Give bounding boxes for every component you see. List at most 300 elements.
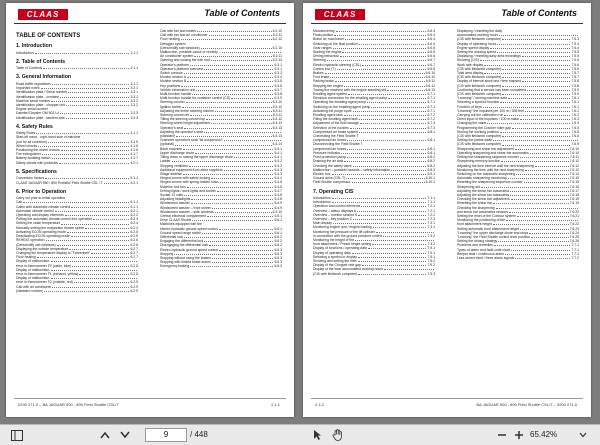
- toc-entry-text: Electro-hydraulic ground speed control: [160, 247, 219, 252]
- toc-dot-leader: [502, 92, 570, 95]
- toc-page-number: 6.4.1: [274, 146, 282, 151]
- toc-page-number: 6.3.4: [274, 75, 282, 80]
- toc-entry-text: compressed air hoses: [313, 138, 347, 143]
- toc-page-number: 6.6.1: [274, 226, 282, 231]
- toc-section-title: 3. General Information: [16, 74, 72, 81]
- toc-page-number: 7.6.8: [571, 129, 579, 134]
- toc-dot-leader: [508, 96, 571, 99]
- toc-page-number: 7.6.5: [571, 125, 579, 130]
- toc-dot-leader: [496, 206, 578, 209]
- toc-dot-leader: [352, 180, 425, 183]
- toc-entry-text: error in thermometer F0 (cabin, blue): [16, 263, 72, 268]
- toc-page-number: 7.3.1: [427, 225, 435, 230]
- toc-page-number: 6.4.4: [274, 176, 282, 181]
- toc-dot-leader: [61, 221, 129, 224]
- toc-entry-text: Monitor section A: [160, 75, 187, 80]
- toc-page-number: 6.6.5: [427, 50, 435, 55]
- toc-dot-leader: [183, 172, 273, 175]
- toc-entry-text: Basic machine: [160, 146, 183, 151]
- toc-dot-leader: [41, 86, 130, 89]
- toc-entry-text: (standard): [160, 134, 176, 139]
- toc-entry-text: Selection of the nozzles: [313, 125, 349, 130]
- toc-page-number: 6.4.7: [274, 188, 282, 193]
- toc-entry-text: Showing (CIS): [457, 58, 479, 63]
- toc-page-number: 6.8.2: [427, 159, 435, 164]
- toc-entry-text: Types of alarm and fault code chart: [457, 247, 510, 252]
- toc-entry-text: Ground drive (CSL T): [313, 176, 346, 181]
- toc-page-number: 6.8.3: [427, 167, 435, 172]
- toc-dot-leader: [522, 79, 571, 82]
- toc-entry-text: Setting the reset of the Contour system: [457, 213, 516, 218]
- zoom-out-icon[interactable]: [495, 428, 509, 442]
- toc-entry-text: Tilting the steering column top: [160, 117, 206, 122]
- toc-dot-leader: [59, 161, 130, 164]
- toc-entry-text: Monitoring engine rpm / engine loading: [313, 225, 372, 230]
- toc-page-number: 7.6.15: [569, 180, 579, 185]
- toc-dot-leader: [511, 197, 569, 200]
- toc-page-number: 6.1.1: [130, 200, 138, 205]
- toc-dot-leader: [372, 242, 426, 245]
- toc-dot-leader: [502, 67, 570, 70]
- toc-entry[interactable]: [16, 51, 138, 55]
- toc-dot-leader: [357, 209, 426, 212]
- toc-entry-text: Engine serial number: [16, 107, 49, 112]
- toc-dot-leader: [502, 142, 570, 145]
- toc-page-number: 3.3.3: [130, 115, 138, 120]
- toc-dot-leader: [348, 92, 426, 95]
- toc-dot-leader: [60, 111, 129, 114]
- toc-page-number: 4.1.5: [130, 139, 138, 144]
- page-number-input[interactable]: 9: [145, 428, 187, 442]
- page-down-icon[interactable]: [118, 428, 132, 442]
- toc-dot-leader: [520, 227, 569, 230]
- toc-dot-leader: [209, 243, 273, 246]
- toc-entry-text: Start-off minor - right-hand side of machine: [16, 135, 81, 140]
- toc-dot-leader: [352, 251, 427, 254]
- toc-dot-leader: [204, 130, 281, 133]
- toc-page-number: 6.4.3: [274, 171, 282, 176]
- toc-page-number: 6.6.10: [425, 71, 435, 76]
- toc-page-number: 6.3.9: [274, 96, 282, 101]
- toc-page-number: 4.1.7: [130, 156, 138, 161]
- toc-entry-text: Cabin with automatic climate control: [16, 204, 71, 209]
- toc-entry-text: Pressure indicator: [313, 150, 341, 155]
- toc-entry-text: Adjustment of the fluid dosage: [313, 121, 359, 126]
- toc-dot-leader: [483, 105, 571, 108]
- toc-entry-text: Setting the working speed: [457, 50, 497, 55]
- toc-dot-leader: [93, 217, 129, 220]
- toc-page-number: 6.3.11: [272, 113, 282, 118]
- toc-dot-leader: [359, 117, 427, 120]
- toc-page-number: 6.8.1: [427, 129, 435, 134]
- document-page-right: [303, 3, 591, 417]
- toc-dot-leader: [201, 46, 272, 49]
- toc-entry-text: Safety Rules: [16, 131, 36, 136]
- toc-entry-text: Disengaging the differential lock: [160, 243, 209, 248]
- toc-page-number: 6.8.2: [427, 163, 435, 168]
- toc-entry-text: Checking the safety valve: [313, 163, 352, 168]
- toc-dot-leader: [484, 71, 570, 74]
- toc-entry-text: Field Shuttle compressor: [313, 180, 351, 185]
- toc-entry-text: Operator's platform overview: [160, 66, 204, 71]
- toc-entry-text: Steering: [313, 58, 326, 63]
- toc-entry[interactable]: [457, 256, 579, 260]
- toc-entry-text: Frost protection pump: [313, 155, 346, 160]
- toc-entry-text: Switching on the emalling agent pump: [313, 104, 371, 109]
- toc-dot-leader: [497, 50, 570, 53]
- toc-entry-text: Drive CLAAS Shuttle: [160, 218, 192, 223]
- toc-page-number: 7.6.1: [571, 104, 579, 109]
- toc-entry-text: Windscreen washer – front screen: [160, 205, 212, 210]
- toc-dot-leader: [501, 159, 568, 162]
- toc-dot-leader: [509, 210, 568, 213]
- toc-dot-leader: [347, 138, 426, 141]
- toc-dot-leader: [212, 260, 274, 263]
- toc-entry-text: Stopping without using the brakes: [160, 255, 211, 260]
- toc-page-number: 7.6.12: [569, 167, 579, 172]
- toc-dot-leader: [522, 54, 571, 57]
- toc-entry[interactable]: [160, 264, 282, 268]
- toc-dot-leader: [211, 176, 273, 179]
- toc-page-number: 7.5.6: [571, 62, 579, 67]
- toc-entry-text: (CIS with fieldwork computer): [457, 134, 502, 139]
- toc-dot-leader: [340, 54, 426, 57]
- toc-page-number: 6.4.9: [274, 201, 282, 206]
- page-footer-number: 2.1.1: [271, 402, 280, 407]
- toc-entry-text: Compressed air brake system: [313, 129, 359, 134]
- toc-page-number: 6.6.4: [427, 33, 435, 38]
- toc-dot-leader: [388, 96, 426, 99]
- toc-dot-leader: [219, 227, 274, 230]
- toc-dot-leader: [79, 272, 129, 275]
- toc-dot-leader: [344, 84, 424, 87]
- toc-page-number: 6.3.6: [274, 83, 282, 88]
- toc-dot-leader: [183, 147, 273, 150]
- toc-page-number: 6.6.10: [425, 75, 435, 80]
- toc-page-number: 6.6.11: [425, 79, 435, 84]
- toc-entry-text: Steering column: [160, 100, 185, 105]
- toc-page-number: 7.5.4: [571, 45, 579, 50]
- toc-page-number: 6.6.3: [274, 264, 282, 269]
- cursor-select-icon[interactable]: [310, 428, 324, 442]
- toc-page-number: 3.3.2: [130, 102, 138, 107]
- toc-entry-text: Ladder: [160, 159, 171, 164]
- toc-entry-text: Work rate display: [457, 62, 484, 67]
- toc-dot-leader: [71, 234, 130, 237]
- toc-entry-text: Windscreen washer – side windows: [160, 209, 214, 214]
- toc-entry-text: Float position: [313, 33, 334, 38]
- toc-dot-leader: [493, 222, 569, 225]
- page-up-icon[interactable]: [98, 428, 112, 442]
- toc-page-number: 6.7.3: [427, 121, 435, 126]
- toc-dot-leader: [361, 204, 426, 207]
- toc-dot-leader: [222, 50, 281, 53]
- toc-dot-leader: [191, 197, 273, 200]
- toc-entry[interactable]: [16, 181, 138, 185]
- page-footer-number: 2.1.2: [315, 402, 324, 407]
- zoom-level[interactable]: 65.42%: [530, 430, 558, 439]
- toc-page-number: 6.6.1: [274, 218, 282, 223]
- toc-page-number: 7.6.19: [569, 197, 579, 202]
- toc-page-number: 6.6.13: [425, 87, 435, 92]
- toc-entry-text: Grammer operator's seat "air suspension": [160, 138, 223, 143]
- toc-page-number: 6.3.1: [274, 62, 282, 67]
- toc-entry-text: Brakes: [313, 71, 324, 76]
- toc-entry-text: Switch console: [160, 71, 183, 76]
- toc-page-number: 6.7.1: [427, 108, 435, 113]
- toc-entry-text: Manoeuvering: [313, 29, 335, 33]
- toc-dot-leader: [510, 193, 568, 196]
- toc-page-number: 6.8.1: [427, 146, 435, 151]
- toc-page-number: 6.2.12: [272, 37, 282, 42]
- toc-entry-text: Electrical connection for the emalling agent pump: [313, 96, 388, 101]
- toc-page-number: 7.5.1: [427, 246, 435, 251]
- toc-page-number: 6.6.2: [274, 239, 282, 244]
- toc-page-number: 6.4.2: [274, 159, 282, 164]
- toc-entry-text: Setting the partial width: [457, 138, 493, 143]
- toc-dot-leader: [347, 155, 426, 158]
- toc-page-number: 6.2.10: [272, 29, 282, 33]
- toc-dot-leader: [207, 214, 273, 217]
- toc-entry-text: Less-severe fault / three alarm signals: [457, 255, 515, 260]
- toc-dot-leader: [371, 105, 426, 108]
- toc-dot-leader: [91, 251, 129, 254]
- toc-dot-leader: [23, 200, 129, 203]
- toc-page-number: 3.3.1: [130, 90, 138, 95]
- toc-page-number: 6.6.4: [427, 37, 435, 42]
- chevron-down-icon[interactable]: [576, 428, 590, 442]
- toc-page-number: 6.6.5: [427, 45, 435, 50]
- toc-entry-text: Operation and control elements: [313, 204, 361, 209]
- toc-entry-text: Storing the working position: [457, 129, 499, 134]
- toc-dot-leader: [51, 268, 137, 271]
- toc-dot-leader: [206, 117, 271, 120]
- toc-dot-leader: [362, 63, 426, 66]
- toc-entry-text: (Dehumidify cab windows): [16, 242, 56, 247]
- toc-entry-text: Foot brake: [313, 75, 330, 80]
- toc-dot-leader: [504, 113, 570, 116]
- toc-entry-text: Battery isolating switch: [16, 156, 51, 161]
- toc-dot-leader: [72, 264, 129, 267]
- toc-dot-leader: [74, 280, 130, 283]
- toc-dot-leader: [505, 252, 571, 255]
- toc-page-number: 6.3.14: [272, 142, 282, 147]
- toc-page-number: 7.1.1: [427, 196, 435, 201]
- footer-divider: [14, 398, 286, 399]
- toc-dot-leader: [212, 206, 273, 209]
- toc-entry-text: Adjusting the shear bar automatics: [457, 192, 510, 197]
- toc-dot-leader: [184, 235, 273, 238]
- toc-page-number: 6.3.8: [274, 92, 282, 97]
- toc-entry-text: (CIS with fieldwork computer): [457, 92, 502, 97]
- toc-dot-leader: [190, 264, 273, 267]
- toc-entry-text: Air conditioner system: [160, 54, 194, 59]
- toc-page-number: 3.3.3: [130, 111, 138, 116]
- toc-dot-leader: [325, 71, 425, 74]
- toc-entry-text: Operator's platform: [160, 62, 189, 67]
- toc-dot-leader: [224, 138, 281, 141]
- sidebar-toggle-icon[interactable]: [10, 428, 24, 442]
- toc-entry-text: Ground speed range switch: [160, 230, 202, 235]
- zoom-in-icon[interactable]: [512, 428, 526, 442]
- toc-entry-text: Table of Contents: [16, 66, 43, 71]
- toc-entry-text: Overview – key position C: [313, 217, 353, 222]
- toc-page-number: 6.7.3: [427, 125, 435, 130]
- toc-dot-leader: [487, 121, 570, 124]
- toc-page-number: 6.7.1: [427, 104, 435, 109]
- viewer-toolbar: [0, 424, 600, 445]
- toc-dot-leader: [209, 33, 272, 36]
- toc-dot-leader: [512, 126, 571, 129]
- toc-entry[interactable]: [16, 161, 138, 165]
- hand-tool-icon[interactable]: [330, 428, 344, 442]
- toc-entry-text: electro-hydraulic ground speed control: [160, 226, 218, 231]
- toc-dot-leader: [44, 289, 129, 292]
- toc-dot-leader: [197, 29, 272, 32]
- toc-entry[interactable]: [313, 180, 435, 184]
- toc-entry-text: front attachment height: [457, 222, 492, 227]
- toc-entry-text: Sharpening memory function: [457, 159, 501, 164]
- toc-page-number: 7.5.2: [427, 263, 435, 268]
- toc-entry-text: Hinged covers with spring-loaded locks: [160, 180, 219, 185]
- toc-entry-text: Activating ECON operating mode: [16, 229, 66, 234]
- toc-page-number: 3.3.2: [130, 98, 138, 103]
- toc-page-number: 7.5.5: [571, 50, 579, 55]
- toc-entry-text: Display of operating hours: [457, 41, 497, 46]
- toc-page-number: 6.4.6: [274, 184, 282, 189]
- toc-dot-leader: [520, 155, 569, 158]
- toc-entry-text: Setting the cabin temperature: [16, 221, 61, 226]
- toc-entry-text: in connection with the ground pressure control: [313, 233, 383, 238]
- toc-dot-leader: [333, 221, 427, 224]
- toc-entry[interactable]: [16, 289, 138, 293]
- toc-section-title: 5. Specifications: [16, 168, 57, 175]
- toc-dot-leader: [529, 231, 568, 234]
- toc-entry-text: error in thermometer F1 (exhaust, yellow): [16, 271, 79, 276]
- toc-dot-leader: [506, 218, 578, 221]
- toc-page-number: 7.6.11: [569, 155, 579, 160]
- toc-page-number: 7.5.8: [571, 83, 579, 88]
- toc-page-number: 6.2.4: [130, 225, 138, 230]
- toc-page-number: 6.1.1: [130, 204, 138, 209]
- toc-dot-leader: [175, 142, 271, 145]
- toc-dot-leader: [36, 131, 129, 134]
- toc-dot-leader: [358, 213, 426, 216]
- toc-dot-leader: [344, 113, 427, 116]
- toc-dot-leader: [55, 209, 130, 212]
- toc-entry-text: Displaying the outside temperature: [16, 246, 69, 251]
- toc-entry-text: Adjusting the shear bar automatics: [457, 188, 510, 193]
- toc-page-number: 7.6.17: [569, 188, 579, 193]
- toc-entry-text: Opening and closing the cab roof: [160, 58, 210, 63]
- toc-dot-leader: [359, 130, 426, 133]
- toc-dot-leader: [52, 285, 129, 288]
- toc-page-number: 6.2.2: [130, 213, 138, 218]
- toc-dot-leader: [350, 126, 427, 129]
- toc-dot-leader: [211, 121, 271, 124]
- toc-entry-text: Driving lights / work lights and socket: [160, 188, 216, 193]
- toc-dot-leader: [65, 213, 130, 216]
- toc-page-number: 6.4.1: [274, 150, 282, 155]
- toc-page-number: 6.2.10: [272, 45, 282, 50]
- toc-dot-leader: [500, 100, 570, 103]
- toc-dot-leader: [174, 252, 273, 255]
- toc-page-number: 7.6.25: [569, 234, 579, 239]
- toc-entry-text: Adjusting headlights: [160, 197, 191, 202]
- toc-page-number: 6.4.2: [274, 163, 282, 168]
- toc-dot-leader: [187, 79, 273, 82]
- toc-entry-text: Display of malfunction:: [16, 267, 51, 272]
- toc-entry-text: Adjusting the operator's seat: [160, 129, 203, 134]
- toc-dot-leader: [499, 33, 578, 36]
- page-header-title: Table of Contents: [204, 8, 280, 18]
- toc-entry-text: Filling the emalling agent tank: [313, 117, 358, 122]
- toc-page-number: 7.5.7: [571, 71, 579, 76]
- toc-entry-text: Emalling agent tank: [313, 113, 343, 118]
- toc-dot-leader: [45, 176, 129, 179]
- toc-entry-text: Operator's seat: [160, 125, 184, 130]
- toc-dot-leader: [347, 147, 426, 150]
- toc-dot-leader: [192, 218, 273, 221]
- toc-dot-leader: [327, 58, 427, 61]
- toc-dot-leader: [181, 37, 272, 40]
- toc-dot-leader: [195, 151, 273, 154]
- toc-entry[interactable]: [16, 66, 138, 70]
- toc-page-number: 7.6.19: [569, 201, 579, 206]
- toc-page-number: 6.6.3: [274, 247, 282, 252]
- toc-entry-text: Problems and remedies: [457, 243, 493, 248]
- toc-page-number: 6.6.3: [274, 255, 282, 260]
- toc-dot-leader: [493, 138, 578, 141]
- toc-entry[interactable]: [313, 272, 435, 276]
- toc-dot-leader: [515, 256, 570, 259]
- toc-entry-text: (optional): [160, 142, 175, 147]
- toc-dot-leader: [71, 205, 129, 208]
- toc-page-number: 7.6.26: [569, 239, 579, 244]
- toc-dot-leader: [61, 148, 130, 151]
- toc-dot-leader: [515, 147, 569, 150]
- toc-entry-text: Additional equipment from other suppliers: [160, 167, 223, 172]
- toc-dot-leader: [37, 255, 130, 258]
- toc-entry-text: Display of malfunction:: [16, 276, 51, 281]
- toc-page-number: 7.6.21: [569, 213, 579, 218]
- toc-entry-text: Monitoring the time until the next sharpening: [457, 167, 524, 172]
- toc-dot-leader: [525, 168, 569, 171]
- toc-entry-text: Display of the Chopper rate gap: [313, 263, 361, 268]
- toc-entry-text: Multi-function handle for container control (CS): [160, 96, 231, 101]
- toc-entry-text: Hinged covers with safety locking: [160, 176, 211, 181]
- toc-entry-text: "Learning" / storing machine data: [457, 96, 507, 101]
- toc-page-number: 7.6.9: [571, 142, 579, 147]
- toc-dot-leader: [502, 134, 570, 137]
- toc-page-number: 6.6.1: [274, 230, 282, 235]
- toc-dot-leader: [480, 58, 571, 61]
- toc-page-number: 7.6.12: [569, 163, 579, 168]
- toc-dot-leader: [51, 276, 137, 279]
- toc-page-number: 7.6.20: [569, 209, 579, 214]
- toc-page-number: 7.2.2: [427, 212, 435, 217]
- toc-page-number: 6.7.1: [427, 96, 435, 101]
- toc-entry-text: Changing the temperature display to "Fahrenheit": [16, 250, 91, 255]
- toc-entry-text: Floor heating: [160, 37, 180, 42]
- toc-entry-text: accumulated working hours: [457, 33, 499, 38]
- toc-column-1: [313, 29, 435, 276]
- toc-dot-leader: [341, 151, 426, 154]
- toc-page-number: 4.1.6: [130, 148, 138, 153]
- toc-entry[interactable]: [16, 116, 138, 120]
- toc-page-number: 7.3.2: [427, 233, 435, 238]
- brand-logo: CLAAS: [315, 9, 365, 20]
